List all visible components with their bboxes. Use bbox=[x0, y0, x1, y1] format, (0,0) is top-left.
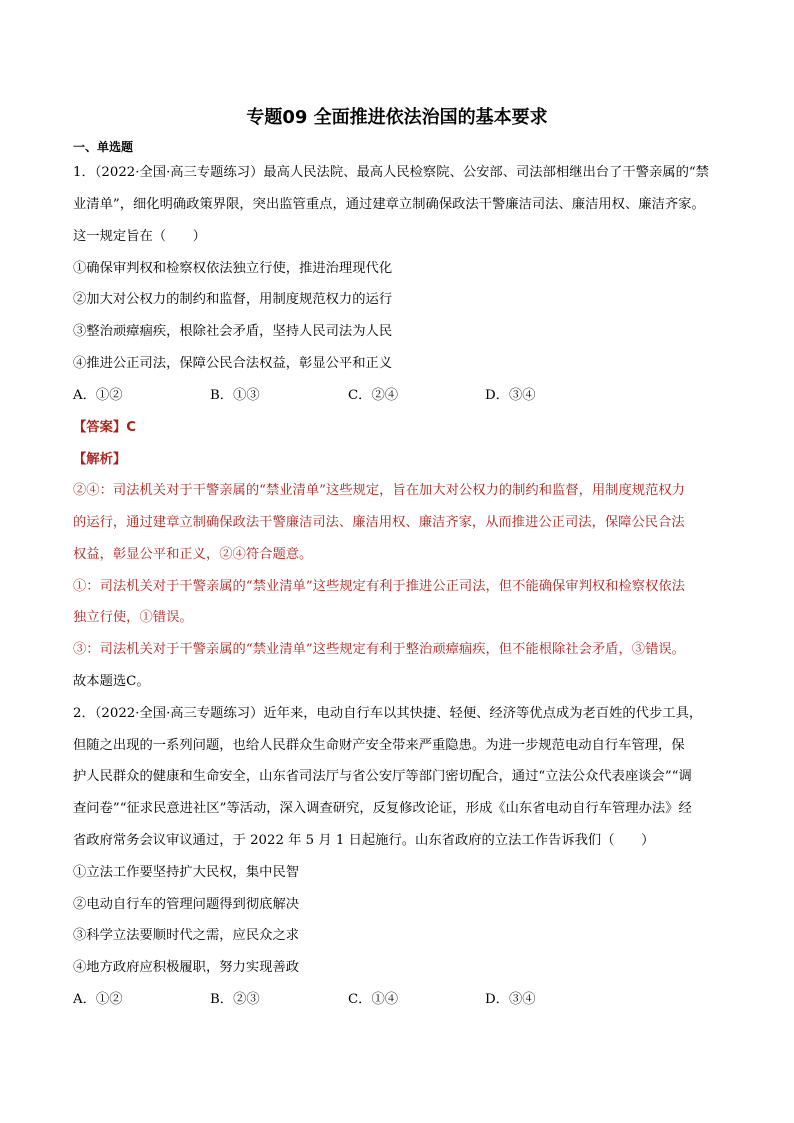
analysis-conclusion: 故本题选C。 bbox=[73, 674, 150, 689]
question-2-line-5: 省政府常务会议审议通过，于 2022 年 5 月 1 日起施行。山东省政府的立法工作告诉我们（ ） bbox=[73, 833, 655, 848]
question-1-item-1: ①确保审判权和检察权依法独立行使，推进治理现代化 bbox=[73, 261, 393, 276]
page-title: 专题09 全面推进依法治国的基本要求 bbox=[246, 107, 548, 128]
question-1-item-2: ②加大对公权力的制约和监督，用制度规范权力的运行 bbox=[73, 292, 393, 307]
analysis-line-5: 独立行使，①错误。 bbox=[73, 610, 193, 625]
question-2-option-b: B．②③ bbox=[210, 992, 260, 1007]
question-2-option-a: A．①② bbox=[73, 992, 123, 1007]
analysis-line-4: ①：司法机关对于干警亲属的“禁业清单”这些规定有利于推进公正司法，但不能确保审判权和检察权依法 bbox=[73, 579, 685, 594]
question-2-item-2: ②电动自行车的管理问题得到彻底解决 bbox=[73, 897, 300, 912]
question-2-item-3: ③科学立法要顺时代之需，应民众之求 bbox=[73, 928, 300, 943]
question-1-option-a: A．①② bbox=[73, 388, 123, 403]
question-1-line-2: 业清单”，细化明确政策界限，突出监管重点，通过建章立制确保政法干警廉洁司法、廉洁用权、廉洁齐家。 bbox=[73, 197, 705, 212]
question-2-line-2: 但随之出现的一系列问题，也给人民群众生命财产安全带来严重隐患。为进一步规范电动自行车管理，保 bbox=[73, 738, 685, 753]
question-1-option-b: B．①③ bbox=[210, 388, 260, 403]
analysis-label: 【解析】 bbox=[73, 452, 127, 467]
question-2-option-d: D．③④ bbox=[485, 992, 536, 1007]
section-heading: 一、单选题 bbox=[73, 140, 134, 154]
question-1-option-d: D．③④ bbox=[485, 388, 536, 403]
question-2-line-1: 2．（2022·全国·高三专题练习）近年来，电动自行车以其快捷、轻便、经济等优点成为老百姓的代步工具， bbox=[73, 706, 703, 721]
question-1-line-3: 这一规定旨在（ ） bbox=[73, 229, 206, 244]
analysis-line-2: 的运行，通过建章立制确保政法干警廉洁司法、廉洁用权、廉洁齐家，从而推进公正司法，保障公民合法 bbox=[73, 515, 685, 530]
question-2-line-4: 查问卷”“征求民意进社区”等活动，深入调查研究，反复修改论证，形成《山东省电动自行车管理办法》经 bbox=[73, 801, 692, 816]
question-2-option-c: C．①④ bbox=[348, 992, 399, 1007]
answer-line bbox=[73, 419, 136, 437]
answer-value: C bbox=[126, 420, 136, 435]
question-1-item-4: ④推进公正司法，保障公民合法权益，彰显公平和正义 bbox=[73, 356, 393, 371]
analysis-line-6: ③：司法机关对于干警亲属的“禁业清单”这些规定有利于整治顽瘴痼疾，但不能根除社会矛盾，③错误。 bbox=[73, 642, 685, 657]
analysis-line-3: 权益，彰显公平和正义，②④符合题意。 bbox=[73, 547, 313, 562]
question-1-option-c: C．②④ bbox=[348, 388, 399, 403]
answer-label: 【答案】 bbox=[73, 420, 127, 435]
analysis-line-1: ②④：司法机关对于干警亲属的“禁业清单”这些规定，旨在加大对公权力的制约和监督，用制度规范权力 bbox=[73, 483, 685, 498]
question-1-item-3: ③整治顽瘴痼疾，根除社会矛盾，坚持人民司法为人民 bbox=[73, 324, 393, 339]
question-2-line-3: 护人民群众的健康和生命安全，山东省司法厅与省公安厅等部门密切配合，通过“立法公众代表座谈会”“调 bbox=[73, 769, 692, 784]
question-2-item-1: ①立法工作要坚持扩大民权，集中民智 bbox=[73, 865, 300, 880]
question-2-item-4: ④地方政府应积极履职，努力实现善政 bbox=[73, 960, 300, 975]
question-1-line-1: 1．（2022·全国·高三专题练习）最高人民法院、最高人民检察院、公安部、司法部相继出台了干警亲属的“禁 bbox=[73, 165, 709, 180]
